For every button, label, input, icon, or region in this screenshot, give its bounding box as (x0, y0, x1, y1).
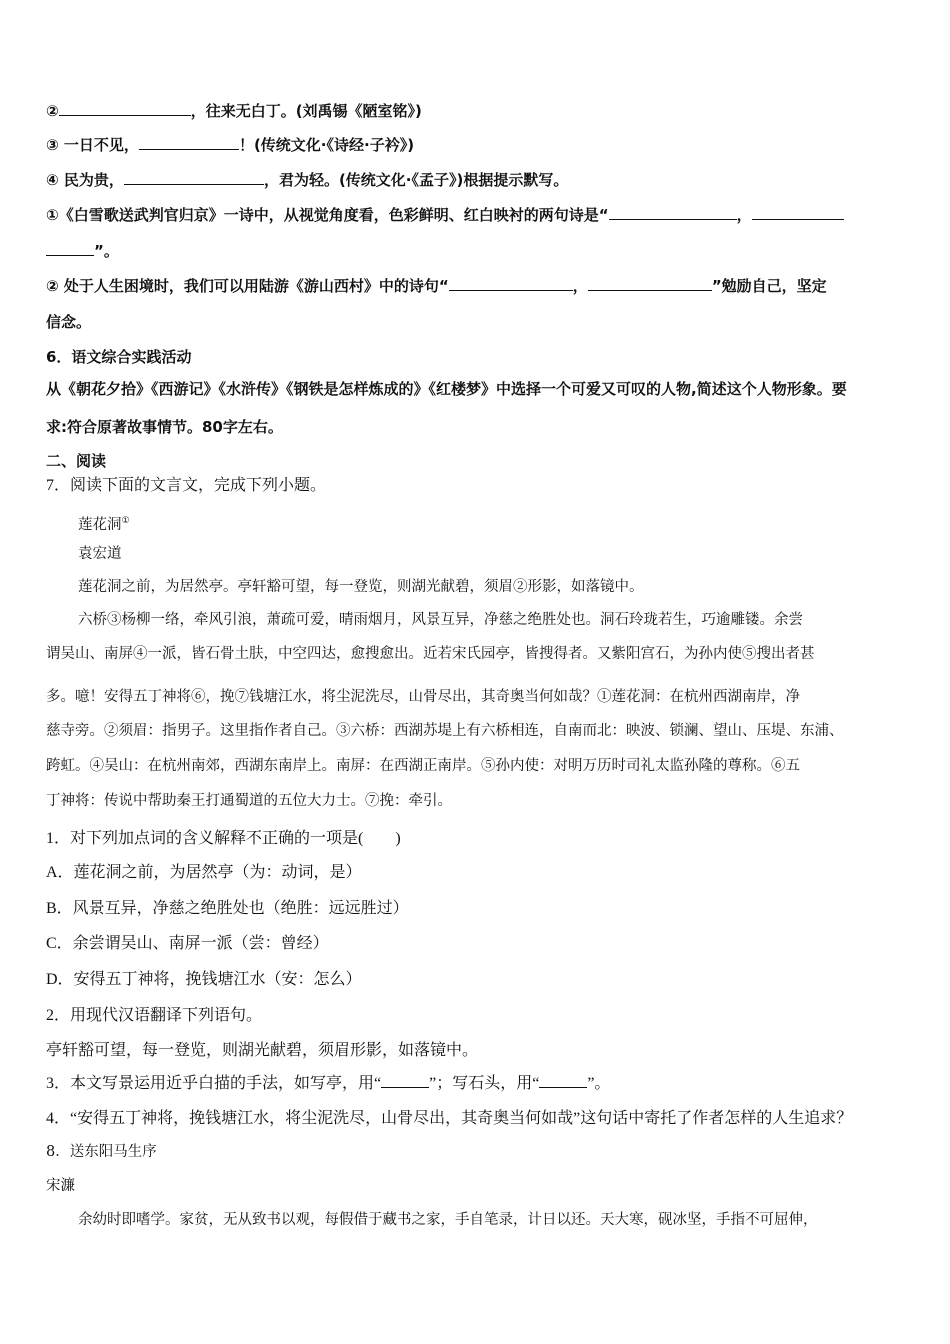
baixue-end: ”。 (94, 242, 119, 260)
baixue-prompt: ①《白雪歌送武判官归京》一诗中，从视觉角度看，色彩鲜明、红白映衬的两句诗是“ (46, 206, 609, 224)
passage-line: 多。噫！安得五丁神将⑥，挽⑦钱塘江水，将尘泥洗尽，山骨尽出，其奇奥当何如哉？①莲花洞：在杭州西湖南岸，净 (46, 689, 800, 705)
item-3-text-a: ③ 一日不见， (46, 136, 139, 154)
option-c[interactable]: C．余尝谓吴山、南屏一派（尝：曾经） (46, 935, 329, 952)
question-8-author: 宋濂 (46, 1178, 75, 1194)
passage-line: 丁神将：传说中帮助秦王打通蜀道的五位大力士。⑦挽：牵引。 (46, 793, 452, 809)
option-d[interactable]: D．安得五丁神将，挽钱塘江水（安：怎么） (46, 971, 362, 988)
passage-title-text: 莲花洞 (78, 516, 122, 533)
option-a[interactable]: A．莲花洞之前，为居然亭（为：动词，是） (46, 864, 362, 881)
question-8-paragraph-1: 余幼时即嗜学。家贫，无从致书以观，每假借于藏书之家，手自笔录，计日以还。天大寒，砚冰坚，手指不可屈伸， (78, 1212, 818, 1228)
answer-blank[interactable] (449, 276, 573, 291)
passage-title (78, 510, 908, 536)
passage-line: 六桥③杨柳一络，牵风引浪，萧疏可爱，晴雨烟月，风景互异，净慈之绝胜处也。洞石玲珑若生，巧逾雕镂。余尝 (78, 612, 803, 628)
passage-paragraph-1: 莲花洞之前，为居然亭。亭轩豁可望，每一登览，则湖光献碧，须眉②形影，如落镜中。 (78, 579, 644, 595)
fill-item-2 (46, 100, 906, 122)
item-4-text-a: ④ 民为贵， (46, 171, 124, 189)
answer-blank[interactable] (139, 135, 239, 150)
fill-baixue-line2 (46, 240, 906, 262)
sub-question-3-text-a: 3．本文写景运用近乎白描的手法，如写亭，用“ (46, 1075, 382, 1092)
item-3-text-b: ！(传统文化·《诗经·子衿》) (238, 136, 415, 154)
item-4-text-b: ，君为轻。(传统文化·《孟子》)根据提示默写。 (263, 171, 569, 189)
footnote-marker: ① (121, 516, 130, 526)
sub-question-2: 2．用现代汉语翻译下列语句。 (46, 1007, 263, 1024)
question-6-line1: 从《朝花夕拾》《西游记》《水浒传》《钢铁是怎样炼成的》《红楼梦》中选择一个可爱又可叹的人物,简述这个人物形象。要 (46, 380, 847, 398)
sub-question-3-text-c: ”。 (587, 1075, 611, 1092)
sub-question-2-sentence: 亭轩豁可望，每一登览，则湖光献碧，须眉形影，如落镜中。 (46, 1042, 479, 1059)
sub-question-3-text-b: ”；写石头，用“ (429, 1075, 540, 1092)
fill-item-4 (46, 169, 906, 191)
section-heading-reading: 二、阅读 (46, 452, 107, 470)
sub-question-3 (46, 1073, 906, 1095)
option-b[interactable]: B．风景互异，净慈之绝胜处也（绝胜：远远胜过） (46, 900, 409, 917)
passage-line: 慈寺旁。②须眉：指男子。这里指作者自己。③六桥：西湖苏堤上有六桥相连，自南而北：映波、锁澜、望山、压堤、东浦、 (46, 723, 844, 739)
answer-blank[interactable] (124, 170, 264, 185)
question-6-title: 6．语文综合实践活动 (46, 348, 192, 366)
fill-baixue-line1 (46, 204, 906, 226)
answer-blank[interactable] (752, 205, 844, 220)
item-2-number: ② (46, 102, 59, 120)
answer-blank[interactable] (588, 276, 712, 291)
answer-blank[interactable] (609, 205, 737, 220)
sub-question-4: 4．“安得五丁神将，挽钱塘江水，将尘泥洗尽，山骨尽出，其奇奥当何如哉”这句话中寄托了作者怎样的人生追求？ (46, 1110, 853, 1127)
passage-line: 谓吴山、南屏④一派，皆石骨土肤，中空四达，愈搜愈出。近若宋氏园亭，皆搜得者。又紫阳宫石，为孙内使⑤搜出者甚 (46, 646, 815, 662)
question-7-intro: 7．阅读下面的文言文，完成下列小题。 (46, 477, 327, 494)
answer-blank[interactable] (539, 1073, 587, 1088)
fill-luyou-line2: 信念。 (46, 313, 92, 331)
question-8-title: 8．送东阳马生序 (46, 1144, 157, 1160)
answer-blank[interactable] (59, 101, 191, 116)
answer-blank[interactable] (381, 1073, 429, 1088)
comma: ， (736, 206, 752, 224)
passage-author: 袁宏道 (78, 546, 122, 562)
answer-blank[interactable] (46, 241, 94, 256)
luyou-text: ”勉励自己，坚定 (711, 277, 827, 295)
luyou-prompt: ② 处于人生困境时，我们可以用陆游《游山西村》中的诗句“ (46, 277, 449, 295)
fill-luyou-line1 (46, 275, 906, 297)
comma: ， (572, 277, 588, 295)
item-2-text: ，往来无白丁。(刘禹锡《陋室铭》) (190, 102, 422, 120)
fill-item-3 (46, 134, 906, 156)
passage-line: 跨虹。④吴山：在杭州南郊，西湖东南岸上。南屏：在西湖正南岸。⑤孙内使：对明万历时司礼太监孙隆的尊称。⑥五 (46, 758, 800, 774)
question-6-line2: 求:符合原著故事情节。80字左右。 (46, 418, 283, 436)
sub-question-1: 1．对下列加点词的含义解释不正确的一项是( ) (46, 830, 401, 847)
